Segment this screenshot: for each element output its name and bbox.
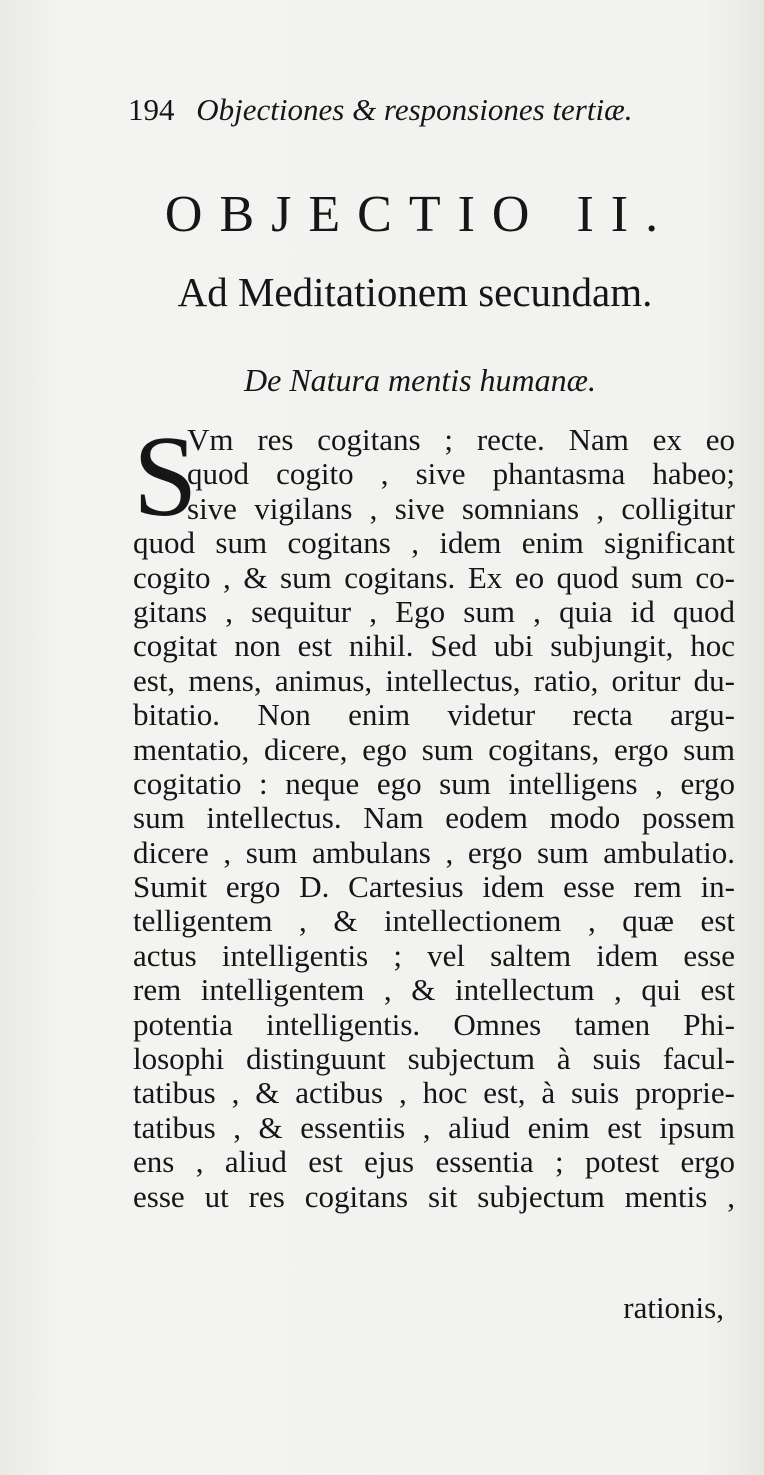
- text-line: rem intelligentem , & intellectum , qui est: [133, 973, 735, 1008]
- text-line: cogitat non est nihil. Sed ubi subjungit, hoc: [133, 629, 735, 664]
- text-line: sum intellectus. Nam eodem modo possem: [133, 801, 735, 836]
- section-heading: De Natura mentis humanæ.: [244, 362, 596, 398]
- text-line: cogito , & sum cogitans. Ex eo quod sum co-: [133, 560, 735, 595]
- drop-cap: S: [133, 413, 198, 541]
- text-line: tatibus , & actibus , hoc est, à suis proprie-: [133, 1076, 735, 1111]
- running-head: [128, 92, 728, 132]
- text-line: losophi distinguunt subjectum à suis facul-: [133, 1042, 735, 1077]
- text-line: Sumit ergo D. Cartesius idem esse rem in-: [133, 870, 735, 905]
- text-line: telligentem , & intellectionem , quæ est: [133, 904, 735, 939]
- objection-title: OBJECTIO II.: [164, 186, 676, 243]
- body-text: [133, 413, 735, 1214]
- catchword: rationis,: [623, 1290, 724, 1325]
- text-line: tatibus , & essentiis , aliud enim est ipsum: [133, 1110, 735, 1145]
- text-line: bitatio. Non enim videtur recta argu-: [133, 698, 735, 733]
- text-line: actus intelligentis ; vel saltem idem esse: [133, 938, 735, 973]
- text-line: dicere , sum ambulans , ergo sum ambulatio.: [133, 835, 735, 870]
- text-line: est, mens, animus, intellectus, ratio, oritur du-: [133, 663, 735, 698]
- page-number: 194: [128, 92, 175, 127]
- objection-subtitle: Ad Meditationem secundam.: [177, 269, 653, 315]
- text-line: gitans , sequitur , Ego sum , quia id quod: [133, 594, 735, 629]
- text-line: quod sum cogitans , idem enim significant: [133, 526, 735, 561]
- text-line: Vm res cogitans ; recte. Nam ex eo: [187, 423, 735, 457]
- text-line: quod cogito , sive phantasma habeo;: [187, 457, 735, 492]
- text-line: sive vigilans , sive somnians , colligitur: [187, 491, 735, 526]
- running-title: Objectiones & responsiones tertiæ.: [196, 92, 633, 127]
- text-line: ens , aliud est ejus essentia ; potest ergo: [133, 1145, 735, 1180]
- text-line: esse ut res cogitans sit subjectum mentis ,: [133, 1179, 735, 1214]
- text-line: potentia intelligentis. Omnes tamen Phi-: [133, 1007, 735, 1042]
- text-line: mentatio, dicere, ego sum cogitans, ergo sum: [133, 732, 735, 767]
- text-line: cogitatio : neque ego sum intelligens , ergo: [133, 766, 735, 801]
